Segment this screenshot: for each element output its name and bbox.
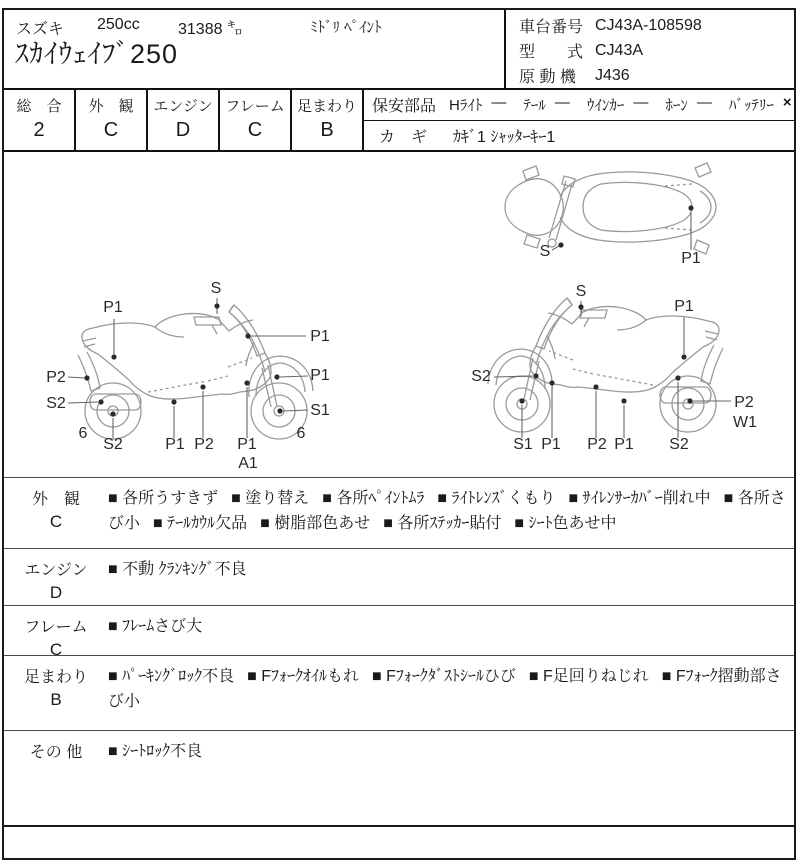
engine-code-label: 原 動 機 bbox=[519, 69, 576, 86]
callout-label: 6 bbox=[78, 425, 88, 442]
condition-label: その 他 bbox=[29, 744, 83, 761]
condition-item: ■ ﾃｰﾙｶｳﾙ欠品 bbox=[153, 515, 248, 532]
condition-items bbox=[108, 478, 794, 548]
score-value: C bbox=[103, 119, 119, 141]
safety-parts-row bbox=[364, 90, 794, 121]
safety-part-name: ｳｲﾝｶｰ bbox=[586, 97, 625, 115]
condition-row bbox=[4, 730, 794, 825]
score-label: 足まわり bbox=[296, 98, 357, 115]
auction-sheet bbox=[2, 8, 796, 860]
condition-label: フレーム bbox=[24, 619, 88, 636]
mileage-unit: ㌔ bbox=[226, 21, 243, 38]
callout-label: S2 bbox=[103, 436, 123, 453]
mileage bbox=[178, 16, 243, 39]
chassis-number-row bbox=[519, 13, 792, 38]
engine-code-value: J436 bbox=[595, 66, 630, 84]
model-code-label: 型 式 bbox=[519, 44, 584, 61]
callout-dot bbox=[274, 374, 279, 379]
callout-leader-line bbox=[68, 377, 85, 378]
model-name: ｽｶｲｳｪｲﾌﾞ250 bbox=[15, 39, 179, 69]
key-row bbox=[364, 121, 794, 150]
callout-dot bbox=[621, 398, 626, 403]
callout-dot bbox=[200, 384, 205, 389]
score-value: D bbox=[175, 119, 191, 141]
safety-part-name: ﾃｰﾙ bbox=[523, 97, 546, 115]
callout-dot bbox=[110, 411, 115, 416]
footer-divider bbox=[4, 825, 794, 827]
callout-label: S2 bbox=[669, 436, 689, 453]
safety-part-name: ﾊﾞｯﾃﾘｰ bbox=[728, 97, 774, 115]
condition-item: ■ 不動 ｸﾗﾝｷﾝｸﾞ不良 bbox=[108, 561, 247, 578]
callout-label: P1 bbox=[674, 298, 694, 315]
condition-items bbox=[108, 606, 794, 655]
header bbox=[4, 10, 794, 88]
callout-label: S bbox=[575, 283, 587, 300]
callout-label: S1 bbox=[513, 436, 533, 453]
safety-part-item bbox=[523, 94, 570, 115]
condition-grade: B bbox=[50, 690, 62, 709]
score-cell bbox=[4, 90, 76, 150]
score-cell bbox=[148, 90, 220, 150]
condition-item: ■ 各所ﾍﾟｲﾝﾄﾑﾗ bbox=[322, 490, 425, 507]
callout-label: P2 bbox=[46, 369, 66, 386]
condition-item: ■ ｼｰﾄﾛｯｸ不良 bbox=[108, 743, 203, 760]
condition-item: ■ ﾊﾟｰｷﾝｸﾞﾛｯｸ不良 bbox=[108, 668, 235, 685]
key-value: ｶｷﾞ1 ｼｬｯﾀｰｷｰ1 bbox=[453, 128, 556, 146]
condition-item: ■ Fﾌｫｰｸ摺動部さび小 bbox=[108, 668, 782, 710]
condition-item: ■ 塗り替え bbox=[231, 490, 310, 507]
score-label: 外 観 bbox=[88, 98, 134, 115]
maker-name: スズキ bbox=[16, 21, 65, 38]
safety-parts-title: 保安部品 bbox=[372, 98, 437, 116]
score-label: フレーム bbox=[225, 98, 285, 115]
callout-label: S bbox=[539, 243, 551, 260]
model-code-row bbox=[519, 38, 792, 63]
safety-part-status: — bbox=[696, 94, 712, 112]
safety-part-status: — bbox=[633, 94, 649, 112]
callout-dot bbox=[687, 398, 692, 403]
condition-label: エンジン bbox=[24, 562, 88, 579]
callout-label: P1 bbox=[310, 367, 330, 384]
callout-label: P1 bbox=[614, 436, 634, 453]
callout-dot bbox=[519, 398, 524, 403]
safety-part-status: — bbox=[554, 94, 570, 112]
callout-dot bbox=[578, 304, 583, 309]
callout-dot bbox=[245, 333, 250, 338]
callout-label: S1 bbox=[310, 402, 330, 419]
score-value: B bbox=[320, 119, 334, 141]
score-cell bbox=[76, 90, 148, 150]
condition-item: ■ ﾗｲﾄﾚﾝｽﾞくもり bbox=[437, 490, 556, 507]
condition-row bbox=[4, 548, 794, 605]
condition-row bbox=[4, 605, 794, 659]
score-cells bbox=[4, 90, 364, 150]
key-label: カ ギ bbox=[379, 128, 428, 146]
callout-dot bbox=[558, 242, 563, 247]
callout-label: S bbox=[210, 280, 222, 297]
callout-leader-line bbox=[280, 376, 308, 377]
callout-dot bbox=[98, 399, 103, 404]
score-cell bbox=[292, 90, 364, 150]
condition-items bbox=[108, 549, 794, 605]
callout-dot bbox=[549, 380, 554, 385]
safety-part-item bbox=[729, 94, 792, 115]
callout-label: 6 bbox=[296, 425, 306, 442]
callout-dot bbox=[675, 375, 680, 380]
mileage-value: 31388 bbox=[178, 21, 223, 38]
condition-label: 外 観 bbox=[31, 491, 80, 508]
color-note: ﾐﾄﾞﾘ ﾍﾟｲﾝﾄ bbox=[310, 19, 382, 36]
condition-item: ■ 各所さび小 bbox=[108, 490, 786, 532]
safety-part-status: — bbox=[491, 94, 507, 112]
vehicle-id-block bbox=[504, 10, 792, 88]
condition-item: ■ 各所ｽﾃｯｶｰ貼付 bbox=[383, 515, 502, 532]
callout-label: W1 bbox=[733, 414, 757, 431]
callout-label: P1 bbox=[165, 436, 185, 453]
score-cell bbox=[220, 90, 292, 150]
condition-sections bbox=[4, 477, 794, 825]
score-table bbox=[4, 88, 794, 152]
displacement: 250cc bbox=[97, 16, 140, 33]
callout-dot bbox=[688, 205, 693, 210]
callout-label: P2 bbox=[587, 436, 607, 453]
condition-item: ■ Fﾌｫｰｸｵｲﾙもれ bbox=[247, 668, 360, 685]
condition-item: ■ ﾌﾚｰﾑさび大 bbox=[108, 618, 203, 635]
condition-row bbox=[4, 477, 794, 548]
condition-item: ■ F足回りねじれ bbox=[528, 668, 649, 685]
damage-diagram bbox=[4, 152, 794, 477]
condition-label: 足まわり bbox=[23, 669, 88, 686]
condition-grade: D bbox=[49, 583, 63, 602]
condition-items bbox=[108, 731, 794, 825]
condition-row bbox=[4, 655, 794, 730]
callout-dot bbox=[593, 384, 598, 389]
safety-part-item bbox=[587, 94, 649, 115]
callout-label: P1 bbox=[237, 436, 257, 453]
callout-label: S2 bbox=[471, 368, 491, 385]
score-value: 2 bbox=[33, 119, 45, 141]
safety-part-status: × bbox=[782, 94, 792, 112]
callout-label: P1 bbox=[681, 250, 701, 267]
callout-label: P1 bbox=[103, 299, 123, 316]
safety-part-item bbox=[665, 94, 712, 115]
callout-label: P1 bbox=[541, 436, 561, 453]
model-code-value: CJ43A bbox=[595, 41, 644, 59]
safety-part-name: ﾎｰﾝ bbox=[665, 97, 688, 115]
callout-leader-line bbox=[283, 410, 308, 411]
condition-grade: C bbox=[49, 640, 63, 659]
callout-label: P2 bbox=[194, 436, 214, 453]
callout-dot bbox=[171, 399, 176, 404]
callout-dot bbox=[244, 380, 249, 385]
callout-dot bbox=[277, 408, 282, 413]
callout-dot bbox=[681, 354, 686, 359]
condition-item: ■ ｼｰﾄ色あせ中 bbox=[514, 515, 617, 532]
engine-code-row bbox=[519, 63, 792, 88]
condition-grade: C bbox=[49, 512, 63, 531]
safety-items bbox=[449, 94, 792, 115]
scooter-top-view bbox=[505, 163, 716, 254]
score-label: エンジン bbox=[153, 98, 213, 115]
callout-leader-line bbox=[68, 402, 98, 403]
left-view-callouts bbox=[46, 280, 330, 472]
score-label: 総 合 bbox=[16, 98, 62, 115]
chassis-number-label: 車台番号 bbox=[519, 19, 584, 36]
condition-item: ■ 樹脂部色あせ bbox=[260, 515, 371, 532]
scooter-right-side-view bbox=[488, 298, 723, 432]
callout-label: P2 bbox=[734, 394, 754, 411]
chassis-number-value: CJ43A-108598 bbox=[595, 16, 702, 34]
callout-label: A1 bbox=[238, 455, 258, 472]
condition-items bbox=[108, 656, 794, 730]
callout-dot bbox=[214, 303, 219, 308]
callout-dot bbox=[111, 354, 116, 359]
callout-dot bbox=[84, 375, 89, 380]
condition-item: ■ 各所うすきず bbox=[108, 490, 219, 507]
condition-item: ■ ｻｲﾚﾝｻｰｶﾊﾞｰ削れ中 bbox=[568, 490, 711, 507]
safety-part-item bbox=[449, 94, 506, 115]
condition-item: ■ Fﾌｫｰｸﾀﾞｽﾄｼｰﾙひび bbox=[372, 668, 516, 685]
score-value: C bbox=[247, 119, 263, 141]
callout-label: S2 bbox=[46, 395, 66, 412]
callout-dot bbox=[533, 373, 538, 378]
callout-label: P1 bbox=[310, 328, 330, 345]
safety-parts-box bbox=[364, 90, 794, 150]
safety-part-name: Hﾗｲﾄ bbox=[449, 97, 483, 115]
